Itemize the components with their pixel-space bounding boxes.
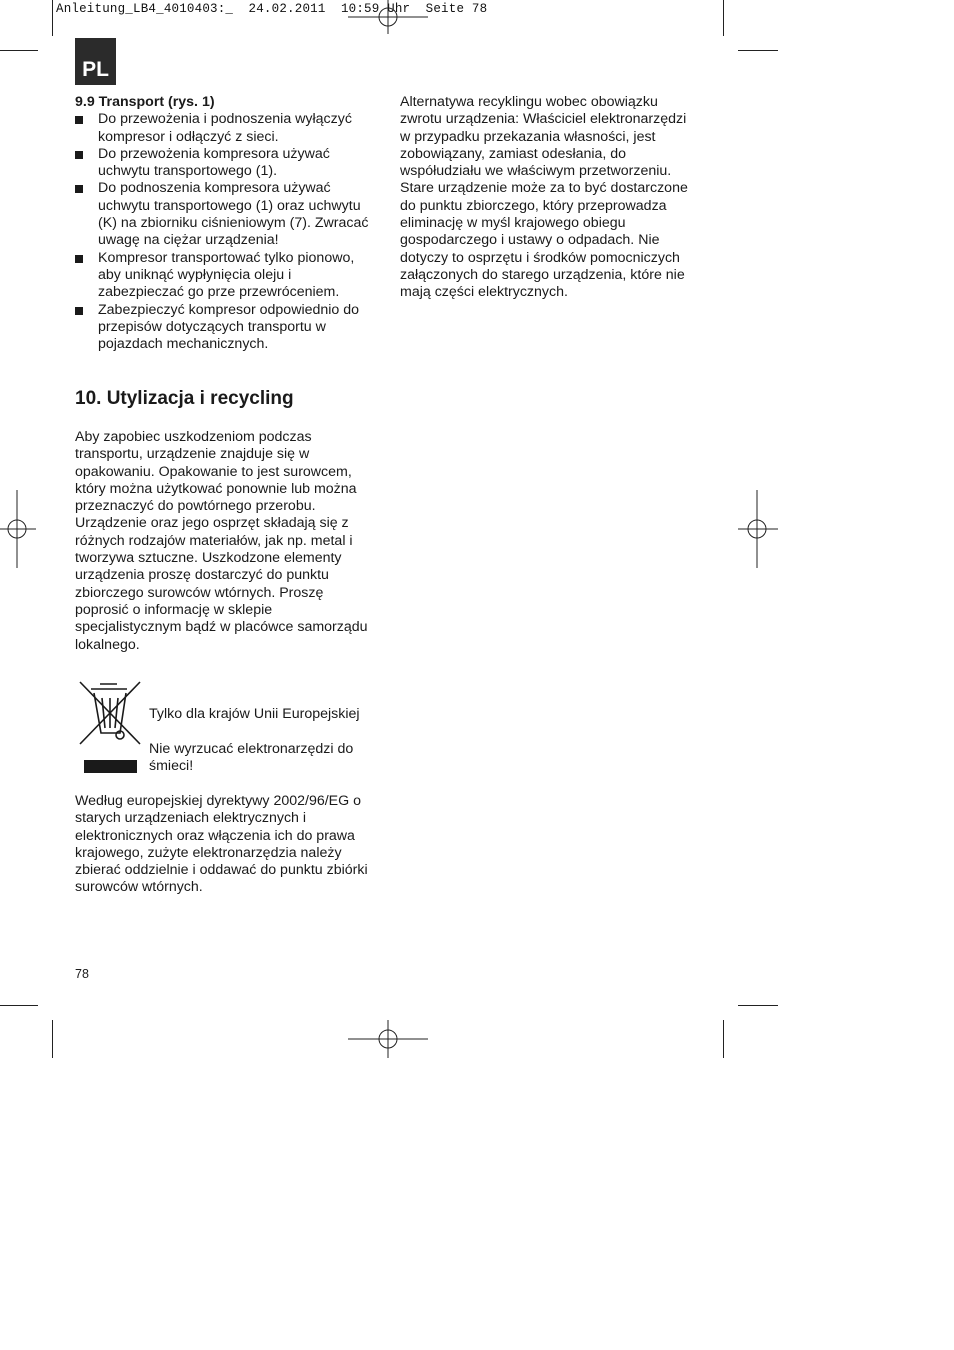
no-trash-note: Nie wyrzucać elektronarzędzi do śmieci! <box>149 741 354 775</box>
registration-mark-top-icon <box>348 0 428 34</box>
eu-only-note: Tylko dla krajów Unii Europejskiej <box>149 706 360 722</box>
page-number: 78 <box>75 967 89 981</box>
recycling-heading: 10. Utylizacja i recycling <box>75 388 294 409</box>
crossed-out-wheelie-bin-icon <box>79 680 141 776</box>
crop-mark-top-left-h <box>0 50 38 51</box>
transport-list <box>75 111 380 353</box>
recycling-alternative-paragraph: Alternatywa recyklingu wobec obowiązku zwrotu urządzenia: Właściciel elektronarzędzi w przypadku przekazania własności, jest zobowiązany, zamiast odesłania, do współudziału we właściwym przetworzeniu. Stare urządzenie może za to być dostarczone do punktu zbiorczego, który przeprowadza eliminację w myśl krajowego obiegu gospodarczego i ustawy o odpadach. Nie dotyczy to osprzętu i środków pomocniczych załączonych do starego urządzenia, które nie mają części elektrycznych. <box>400 94 688 301</box>
crop-mark-bottom-right-v <box>723 1020 724 1058</box>
crop-mark-bottom-left-h <box>0 1005 38 1006</box>
crop-mark-bottom-right-h <box>738 1005 778 1006</box>
list-item: Kompresor transportować tylko pionowo, aby uniknąć wypłynięcia oleju i zabezpieczać go prze przewróceniem. <box>75 250 380 302</box>
crop-mark-top-right-v <box>723 0 724 36</box>
crop-mark-top-left-v <box>52 0 53 36</box>
crop-mark-bottom-left-v <box>52 1020 53 1058</box>
print-header: Anleitung_LB4_4010403:_ 24.02.2011 10:59 Uhr Seite 78 <box>56 2 488 16</box>
registration-mark-right-icon <box>738 490 778 568</box>
crop-mark-top-right-h <box>738 50 778 51</box>
transport-heading: 9.9 Transport (rys. 1) <box>75 94 215 110</box>
language-badge <box>75 38 116 85</box>
language-badge-label: PL <box>82 58 109 81</box>
list-item: Do podnoszenia kompresora używać uchwytu transportowego (1) oraz uchwytu (K) na zbiorniku ciśnieniowym (7). Zwracać uwagę na ciężar urządzenia! <box>75 180 380 249</box>
recycling-paragraph: Aby zapobiec uszkodzeniom podczas transportu, urządzenie znajduje się w opakowaniu. Opakowanie to jest surowcem, który można użytkować ponownie lub można przeznaczyć do powtórnego przerobu. Urządzenie oraz jego osprzęt składają się z różnych rodzajów materiałów, jak np. metal i tworzywa sztuczne. Uszkodzone elementy urządzenia proszę dostarczyć do punktu zbiorczego surowców wtórnych. Proszę poprosić o informację w sklepie specjalistycznym bądź w placówce samorządu lokalnego. <box>75 429 368 653</box>
list-item: Do przewożenia kompresora używać uchwytu transportowego (1). <box>75 146 380 181</box>
list-item: Zabezpieczyć kompresor odpowiednio do przepisów dotyczących transportu w pojazdach mechanicznych. <box>75 302 380 354</box>
registration-mark-bottom-icon <box>348 1020 428 1058</box>
list-item: Do przewożenia i podnoszenia wyłączyć kompresor i odłączyć z sieci. <box>75 111 380 146</box>
directive-paragraph: Według europejskiej dyrektywy 2002/96/EG o starych urządzeniach elektrycznych i elektronicznych oraz włączenia ich do prawa krajowego, zużyte elektronarzędzia należy zbierać oddzielnie i oddawać do punktu zbiórki surowców wtórnych. <box>75 793 368 896</box>
registration-mark-left-icon <box>0 490 36 568</box>
transport-section <box>75 94 380 353</box>
